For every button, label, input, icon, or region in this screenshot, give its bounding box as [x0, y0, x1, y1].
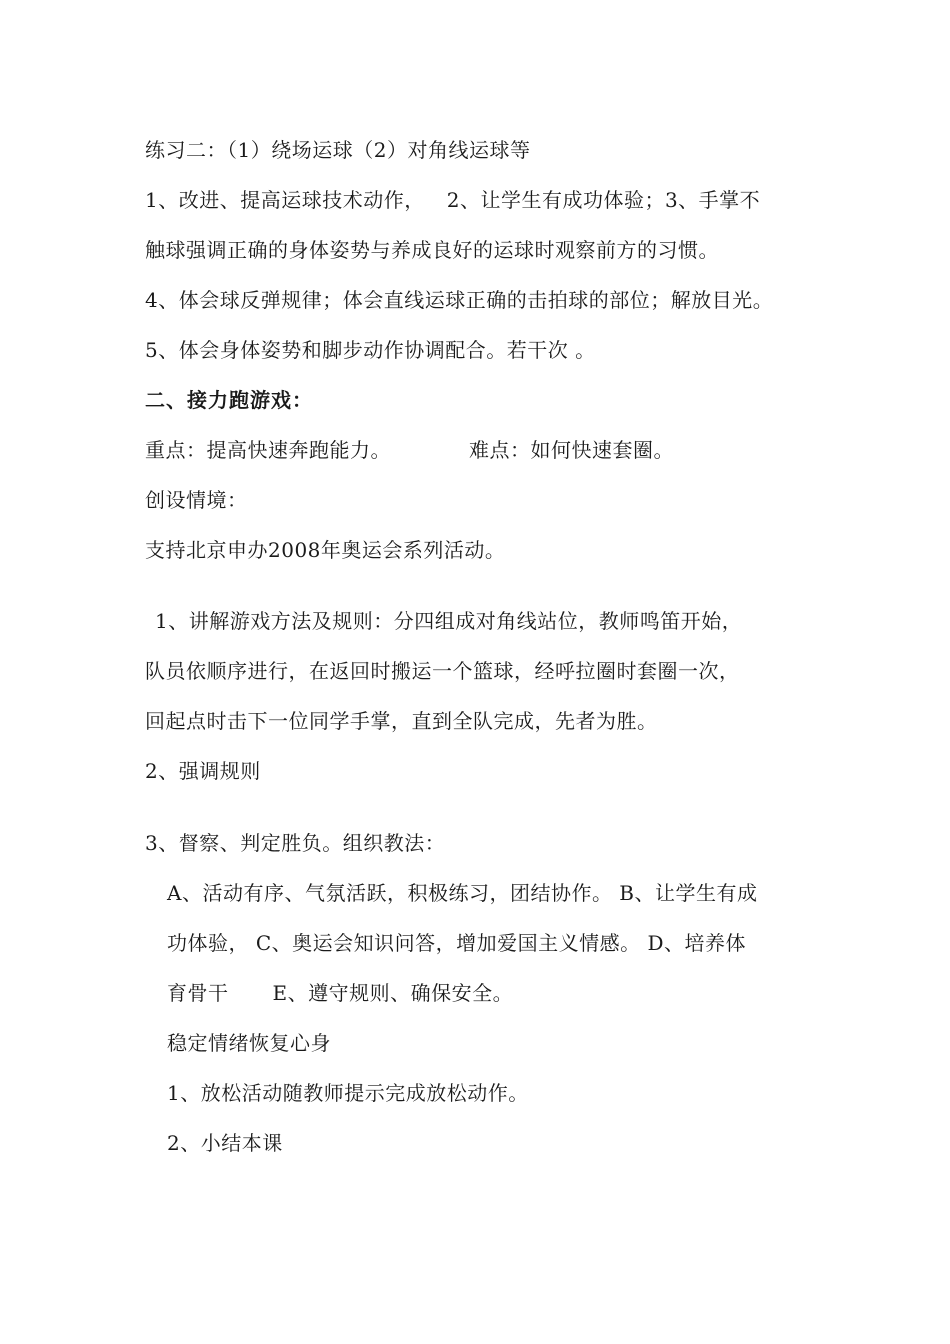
point-1-line [145, 186, 760, 214]
point-3-continuation-line: 触球强调正确的身体姿势与养成良好的运球时观察前方的习惯。 [145, 238, 719, 262]
goal-line-1: A、活动有序、气氛活跃，积极练习，团结协作。 B、让学生有成 [167, 881, 758, 905]
rule-2-line: 2、强调规则 [145, 759, 261, 783]
rule-3-line: 3、督察、判定胜负。组织教法： [145, 831, 446, 855]
point-5-line: 5、体会身体姿势和脚步动作协调配合。若干次 。 [145, 338, 596, 362]
rule-1-continuation-line: 队员依顺序进行，在返回时搬运一个篮球，经呼拉圈时套圈一次， [145, 659, 740, 683]
ending-item-2: 2、小结本课 [167, 1131, 283, 1155]
point-4-line: 4、体会球反弹规律；体会直线运球正确的击拍球的部位；解放目光。 [145, 288, 774, 312]
scenario-text: 支持北京申办2008年奥运会系列活动。 [145, 538, 506, 562]
section-two-heading: 二、接力跑游戏： [145, 388, 313, 412]
rule-1-end-line: 回起点时击下一位同学手掌，直到全队完成，先者为胜。 [145, 709, 658, 733]
goal-line-3 [167, 979, 513, 1007]
difficulty-text: 难点：如何快速套圈。 [469, 438, 674, 462]
key-point-text: 重点：提高快速奔跑能力。 [145, 438, 391, 462]
key-difficulty-line [145, 436, 674, 464]
ending-item-1: 1、放松活动随教师提示完成放松动作。 [167, 1081, 529, 1105]
point-2-text: 2、让学生有成功体验；3、手掌不 [446, 188, 761, 212]
ending-title: 稳定情绪恢复心身 [167, 1031, 331, 1055]
rule-1-line: 1、讲解游戏方法及规则：分四组成对角线站位，教师鸣笛开始， [155, 609, 743, 633]
point-1-text: 1、改进、提高运球技术动作， [145, 188, 425, 212]
goal-3-text: 育骨干 [167, 981, 229, 1005]
scenario-label: 创设情境： [145, 488, 248, 512]
goal-e-text: E、遵守规则、确保安全。 [272, 981, 514, 1005]
exercise-two-line: 练习二：（1）绕场运球（2）对角线运球等 [145, 138, 531, 162]
goal-line-2: 功体验， C、奥运会知识问答，增加爱国主义情感。 D、培养体 [167, 931, 747, 955]
